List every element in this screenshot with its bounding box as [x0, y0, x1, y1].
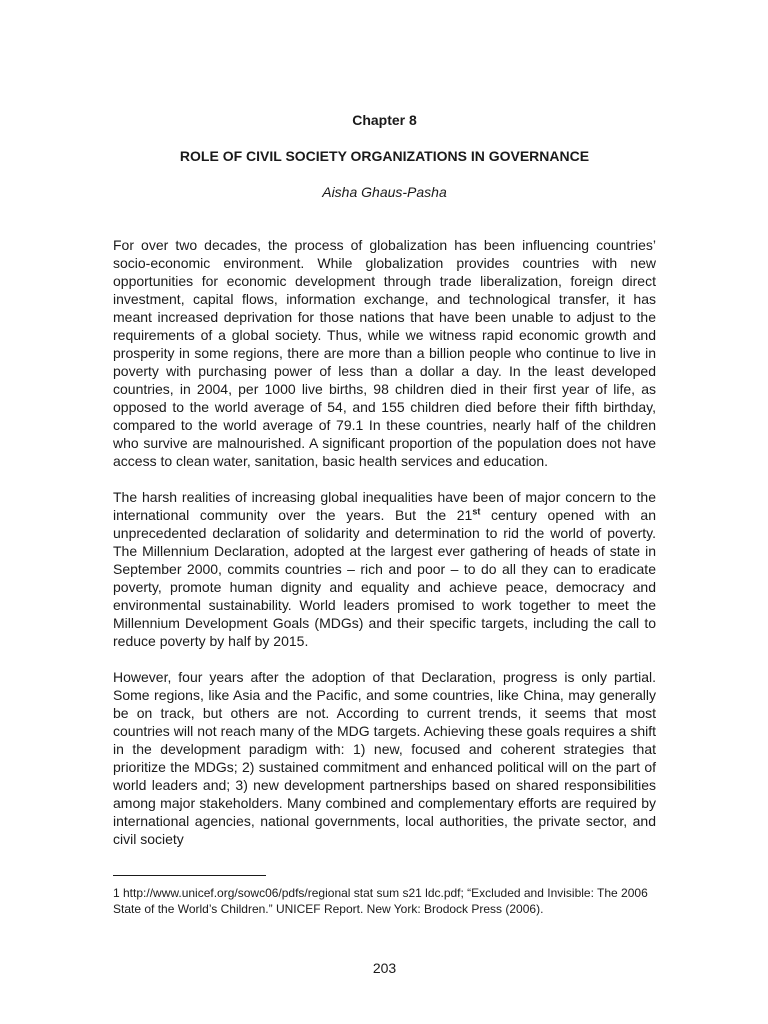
document-page	[113, 0, 656, 1024]
footnote: 1 http://www.unicef.org/sowc06/pdfs/regional stat sum s21 ldc.pdf; “Excluded and Invisible: The 2006 State of the World’s Children.” UNICEF Report. New York: Brodock Press (2006).	[113, 886, 648, 916]
author-name: Aisha Ghaus-Pasha	[322, 184, 447, 200]
paragraph-2-start: The harsh realities of increasing global inequalities have been of major concern to the international community over the years. But the 21	[113, 489, 656, 523]
paragraph-2-end: century opened with an unprecedented declaration of solidarity and determination to rid the world of poverty. The Millennium Declaration, adopted at the largest ever gathering of heads of state in September 2000, commits countries – rich and poor – to do all they can to eradicate poverty, promote human dignity and equality and achieve peace, democracy and environmental sustainability. World leaders promised to work together to meet the Millennium Development Goals (MDGs) and their specific targets, including the call to reduce poverty by half by 2015.	[113, 507, 657, 649]
paragraph-1: For over two decades, the process of globalization has been influencing countries’ socio-economic environment. While globalization provides countries with new opportunities for economic development through trade liberalization, foreign direct investment, capital flows, information exchange, and technological transfer, it has meant increased deprivation for those nations that have been unable to adjust to the requirements of a global society. Thus, while we witness rapid economic growth and prosperity in some regions, there are more than a billion people who continue to live in poverty with purchasing power of less than a dollar a day. In the least developed countries, in 2004, per 1000 live births, 98 children died in their first year of life, as opposed to the world average of 54, and 155 children died before their fifth birthday, compared to the world average of 79.1 In these countries, nearly half of the children who survive are malnourished. A significant proportion of the population does not have access to clean water, sanitation, basic health services and education.	[113, 237, 656, 469]
footnote-divider	[113, 875, 266, 876]
ordinal-superscript: st	[472, 506, 481, 517]
chapter-title: ROLE OF CIVIL SOCIETY ORGANIZATIONS IN GOVERNANCE	[179, 148, 590, 164]
body-text	[113, 236, 656, 866]
paragraph-3: However, four years after the adoption of that Declaration, progress is only partial. Some regions, like Asia and the Pacific, and some countries, like China, may generally be on track, but others are not. According to current trends, it seems that most countries will not reach many of the MDG targets. Achieving these goals requires a shift in the development paradigm with: 1) new, focused and coherent strategies that prioritize the MDGs; 2) sustained commitment and enhanced political will on the part of world leaders and; 3) new development partnerships based on shared responsibilities among major stakeholders. Many combined and complementary efforts are required by international agencies, national governments, local authorities, the private sector, and civil society	[113, 669, 656, 847]
page-number: 203	[372, 960, 397, 976]
chapter-label: Chapter 8	[352, 112, 417, 128]
paragraph-2	[113, 488, 656, 650]
